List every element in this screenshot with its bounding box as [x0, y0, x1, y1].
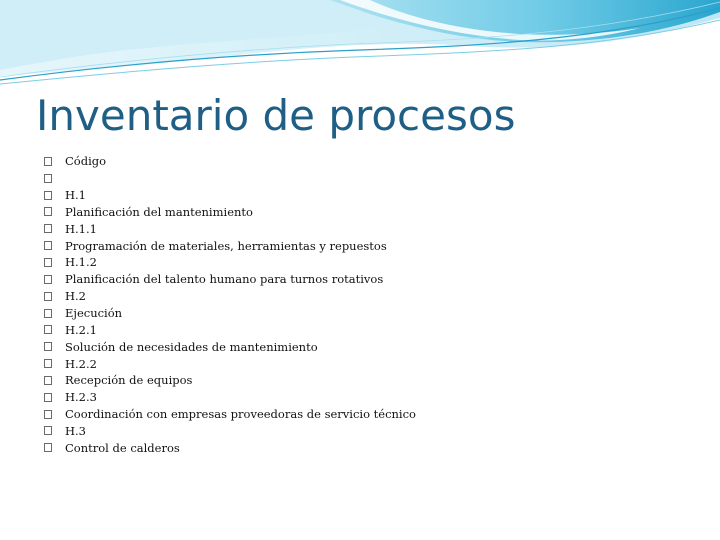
list-item-text: Planificación del mantenimiento: [65, 204, 253, 219]
square-bullet-icon: [44, 393, 52, 402]
list-item: [44, 439, 416, 456]
list-item-text: H.1: [65, 188, 87, 203]
list-item-text: H.2.3: [65, 390, 97, 405]
square-bullet-icon: [44, 309, 52, 318]
square-bullet-icon: [44, 443, 52, 452]
list-item: [44, 271, 416, 288]
square-bullet-icon: [44, 342, 52, 351]
bullet-list: [44, 153, 416, 456]
list-item-text: Solución de necesidades de mantenimiento: [65, 339, 318, 354]
square-bullet-icon: [44, 241, 52, 250]
square-bullet-icon: [44, 359, 52, 368]
slide-title: Inventario de procesos: [36, 91, 516, 140]
list-item-text: Coordinación con empresas proveedoras de servicio técnico: [65, 407, 416, 422]
list-item: [44, 321, 416, 338]
square-bullet-icon: [44, 275, 52, 284]
square-bullet-icon: [44, 191, 52, 200]
square-bullet-icon: [44, 410, 52, 419]
square-bullet-icon: [44, 292, 52, 301]
square-bullet-icon: [44, 426, 52, 435]
square-bullet-icon: [44, 174, 52, 183]
list-item-text: H.1.2: [65, 255, 97, 270]
list-item-text: Programación de materiales, herramientas y repuestos: [65, 238, 387, 253]
list-item-text: H.2: [65, 289, 87, 304]
list-item-text: H.2.2: [65, 356, 97, 371]
square-bullet-icon: [44, 325, 52, 334]
list-item-text: Ejecución: [65, 306, 123, 321]
list-item: [44, 423, 416, 440]
list-item-text: Recepción de equipos: [65, 373, 193, 388]
square-bullet-icon: [44, 376, 52, 385]
list-item-text: H.2.1: [65, 322, 97, 337]
list-item: [44, 355, 416, 372]
list-item: [44, 338, 416, 355]
list-item: [44, 153, 416, 170]
list-item: [44, 288, 416, 305]
list-item: [44, 372, 416, 389]
list-item: [44, 406, 416, 423]
list-item: [44, 170, 416, 187]
list-item: [44, 187, 416, 204]
header-wave-decoration: [0, 0, 720, 90]
square-bullet-icon: [44, 157, 52, 166]
square-bullet-icon: [44, 258, 52, 267]
list-item: [44, 389, 416, 406]
square-bullet-icon: [44, 224, 52, 233]
list-item-text: H.3: [65, 423, 87, 438]
list-item-text: Planificación del talento humano para turnos rotativos: [65, 272, 384, 287]
list-item-text: Control de calderos: [65, 440, 180, 455]
list-item: [44, 204, 416, 221]
list-item: [44, 305, 416, 322]
list-item: [44, 237, 416, 254]
list-item-text: Código: [65, 154, 107, 169]
list-item-text: H.1.1: [65, 221, 97, 236]
list-item: [44, 220, 416, 237]
list-item: [44, 254, 416, 271]
square-bullet-icon: [44, 207, 52, 216]
